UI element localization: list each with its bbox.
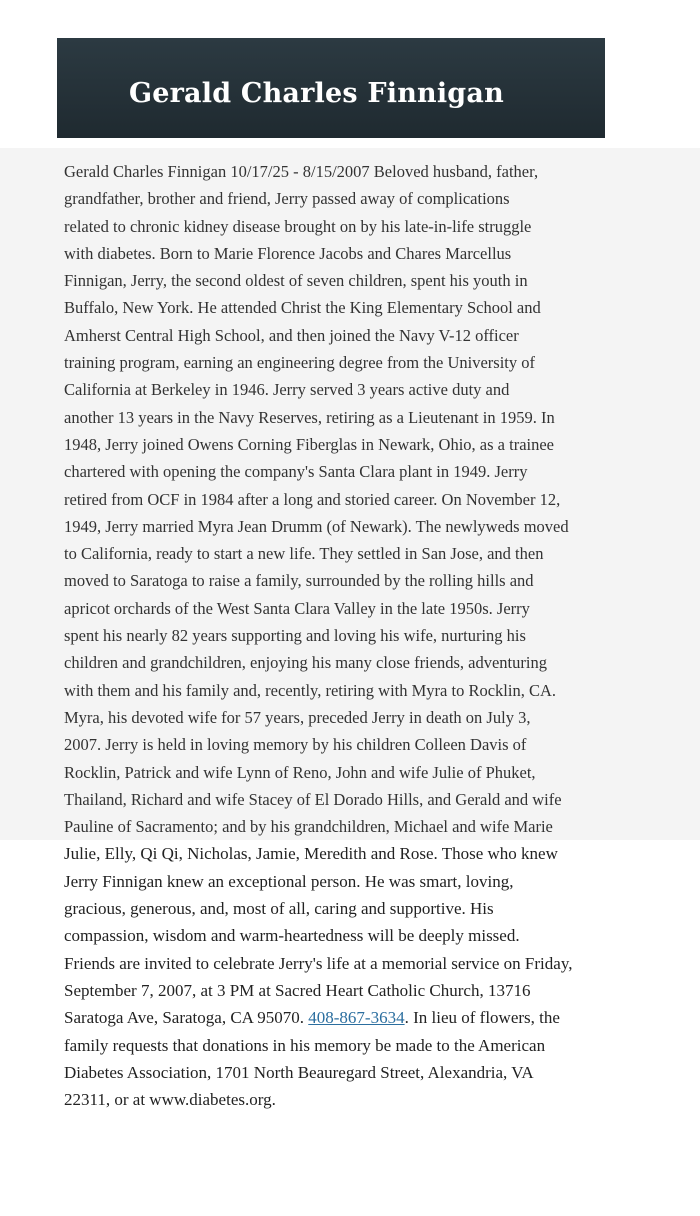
text-line: related to chronic kidney disease brought on by his late-in-life struggle [64,216,532,236]
text-line: another 13 years in the Navy Reserves, retiring as a Lieutenant in 1959. In [64,407,555,427]
text-line: Pauline of Sacramento; and by his grandchildren, Michael and wife Marie [64,817,553,837]
text-line: to California, ready to start a new life. They settled in San Jose, and then [64,544,544,564]
phone-link[interactable]: 408-867-3634 [308,1008,405,1028]
text-line: Rocklin, Patrick and wife Lynn of Reno, John and wife Julie of Phuket, [64,762,536,782]
text-line: compassion, wisdom and warm-heartedness will be deeply missed. [64,926,520,946]
text-line-with-phone [64,1004,644,1031]
text-line: children and grandchildren, enjoying his many close friends, adventuring [64,653,547,673]
text-line: with them and his family and, recently, retiring with Myra to Rocklin, CA. [64,680,557,700]
text-line: Thailand, Richard and wife Stacey of El Dorado Hills, and Gerald and wife [64,789,562,809]
text-line: retired from OCF in 1984 after a long and storied career. On November 12, [64,489,561,509]
text-line: chartered with opening the company's Santa Clara plant in 1949. Jerry [64,462,528,482]
text-line: Jerry Finnigan knew an exceptional person. He was smart, loving, [64,871,514,891]
text-line: Finnigan, Jerry, the second oldest of seven children, spent his youth in [64,271,528,291]
text-line: September 7, 2007, at 3 PM at Sacred Heart Catholic Church, 13716 [64,980,531,1000]
obituary-text [64,158,644,1113]
text-line: 1948, Jerry joined Owens Corning Fiberglas in Newark, Ohio, as a trainee [64,434,555,454]
text-line: California at Berkeley in 1946. Jerry served 3 years active duty and [64,380,510,400]
text-line: 1949, Jerry married Myra Jean Drumm (of Newark). The newlyweds moved [64,516,569,536]
text-line: moved to Saratoga to raise a family, surrounded by the rolling hills and [64,571,534,591]
page-title: Gerald Charles Finnigan [129,78,504,109]
text-line: training program, earning an engineering degree from the University of [64,353,535,373]
text-line: Myra, his devoted wife for 57 years, preceded Jerry in death on July 3, [64,707,531,727]
text-line: Gerald Charles Finnigan 10/17/25 - 8/15/2007 Beloved husband, father, [64,162,539,181]
text-line: grandfather, brother and friend, Jerry passed away of complications [64,189,510,209]
text-line: 22311, or at www.diabetes.org. [64,1090,276,1110]
text-line: gracious, generous, and, most of all, caring and supportive. His [64,899,494,919]
text-line: Julie, Elly, Qi Qi, Nicholas, Jamie, Meredith and Rose. Those who knew [64,844,558,864]
text-line: with diabetes. Born to Marie Florence Jacobs and Chares Marcellus [64,243,512,263]
text-line: spent his nearly 82 years supporting and loving his wife, nurturing his [64,626,526,646]
text-line: Diabetes Association, 1701 North Beauregard Street, Alexandria, VA [64,1062,534,1082]
text-line: family requests that donations in his memory be made to the American [64,1035,546,1055]
phone-line-before: Saratoga Ave, Saratoga, CA 95070. [64,1008,309,1028]
text-line: Buffalo, New York. He attended Christ the King Elementary School and [64,298,541,318]
text-line: Friends are invited to celebrate Jerry's life at a memorial service on Friday, [64,953,573,973]
text-line: 2007. Jerry is held in loving memory by his children Colleen Davis of [64,735,527,755]
title-banner [57,38,605,138]
text-line: Amherst Central High School, and then joined the Navy V-12 officer [64,325,519,345]
phone-line-after: . In lieu of flowers, the [404,1008,560,1028]
text-line: apricot orchards of the West Santa Clara Valley in the late 1950s. Jerry [64,598,530,618]
